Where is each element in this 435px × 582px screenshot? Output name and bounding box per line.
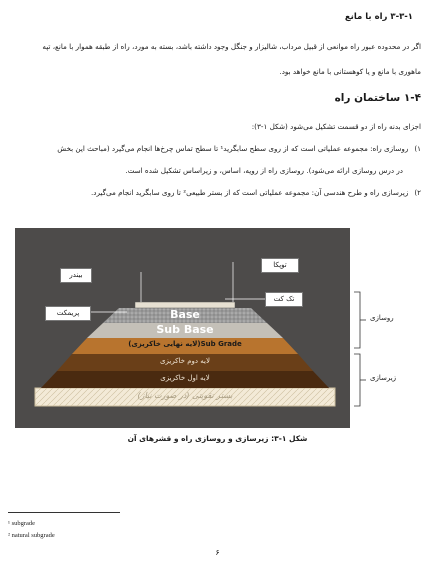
subgrade-text: Sub Grade(لایه نهایی خاکریزی) (128, 340, 242, 348)
road-layers-figure (15, 228, 350, 428)
paragraph-line: اگر در محدوده عبور راه موانعی از قبیل مرداب، شالیزار و جنگل وجود داشته باشد، بسته به مورد، راه از طبقه هموار با مانع، تپه (42, 42, 421, 51)
figure-caption: شکل ۱-۳: زیرسازی و روسازی راه و قشرهای آن (127, 434, 308, 443)
list-item (5, 142, 421, 156)
list-item-continuation: در درس روسازی ارائه می‌شود). روسازی راه از رویه، اساس، و زیراساس تشکیل شده است. (125, 166, 403, 175)
subgrade-brace (354, 354, 360, 406)
subsection-heading: ۳-۳-۱ راه با مانع (344, 12, 413, 22)
pavement-brace-label: روسازی (370, 314, 394, 322)
list-number: ۲) (414, 188, 421, 197)
bed-text: بستر تقویتی (در صورت نیاز) (137, 391, 233, 400)
topeka-label: توپکا (261, 258, 299, 273)
subgrade-brace-label: زیرسازی (370, 374, 397, 382)
list-text: روسازی راه: مجموعه عملیاتی است که از روی سطح سابگرید¹ تا سطح تماس چرخ‌ها انجام می‌گیرد (مباحث این بخش (57, 144, 409, 153)
paragraph-line: ماهوری با مانع و یا کوهستانی با مانع خواهد بود. (279, 67, 421, 76)
primecoat-label: پریمکت (45, 306, 91, 321)
list-item (11, 186, 421, 200)
list-number: ۱) (414, 144, 421, 153)
list-text: زیرسازی راه و طرح هندسی آن: مجموعه عملیاتی است که از بستر طبیعی² تا روی سابگرید انجام می‌گیرد. (90, 188, 409, 197)
tackcoat-label: تک کت (265, 292, 303, 307)
second-fill-text: لایه دوم خاکریزی (160, 357, 210, 365)
first-fill-text: لایه اول خاکریزی (160, 374, 210, 382)
braces (352, 290, 370, 410)
footnote-2: ² natural subgrade (8, 532, 55, 539)
section-heading: ۱-۴ ساختمان راه (334, 92, 421, 104)
paragraph-line: اجزای بدنه راه از دو قسمت تشکیل می‌شود (شکل ۱-۳): (251, 122, 421, 131)
page-number: ۶ (215, 548, 220, 557)
subbase-text: Sub Base (156, 323, 214, 336)
binder-label: بیندر (60, 268, 92, 283)
footnote-separator (8, 512, 120, 513)
base-text: Base (170, 308, 200, 321)
footnote-1: ¹ subgrade (8, 520, 36, 527)
pavement-brace (354, 292, 360, 348)
